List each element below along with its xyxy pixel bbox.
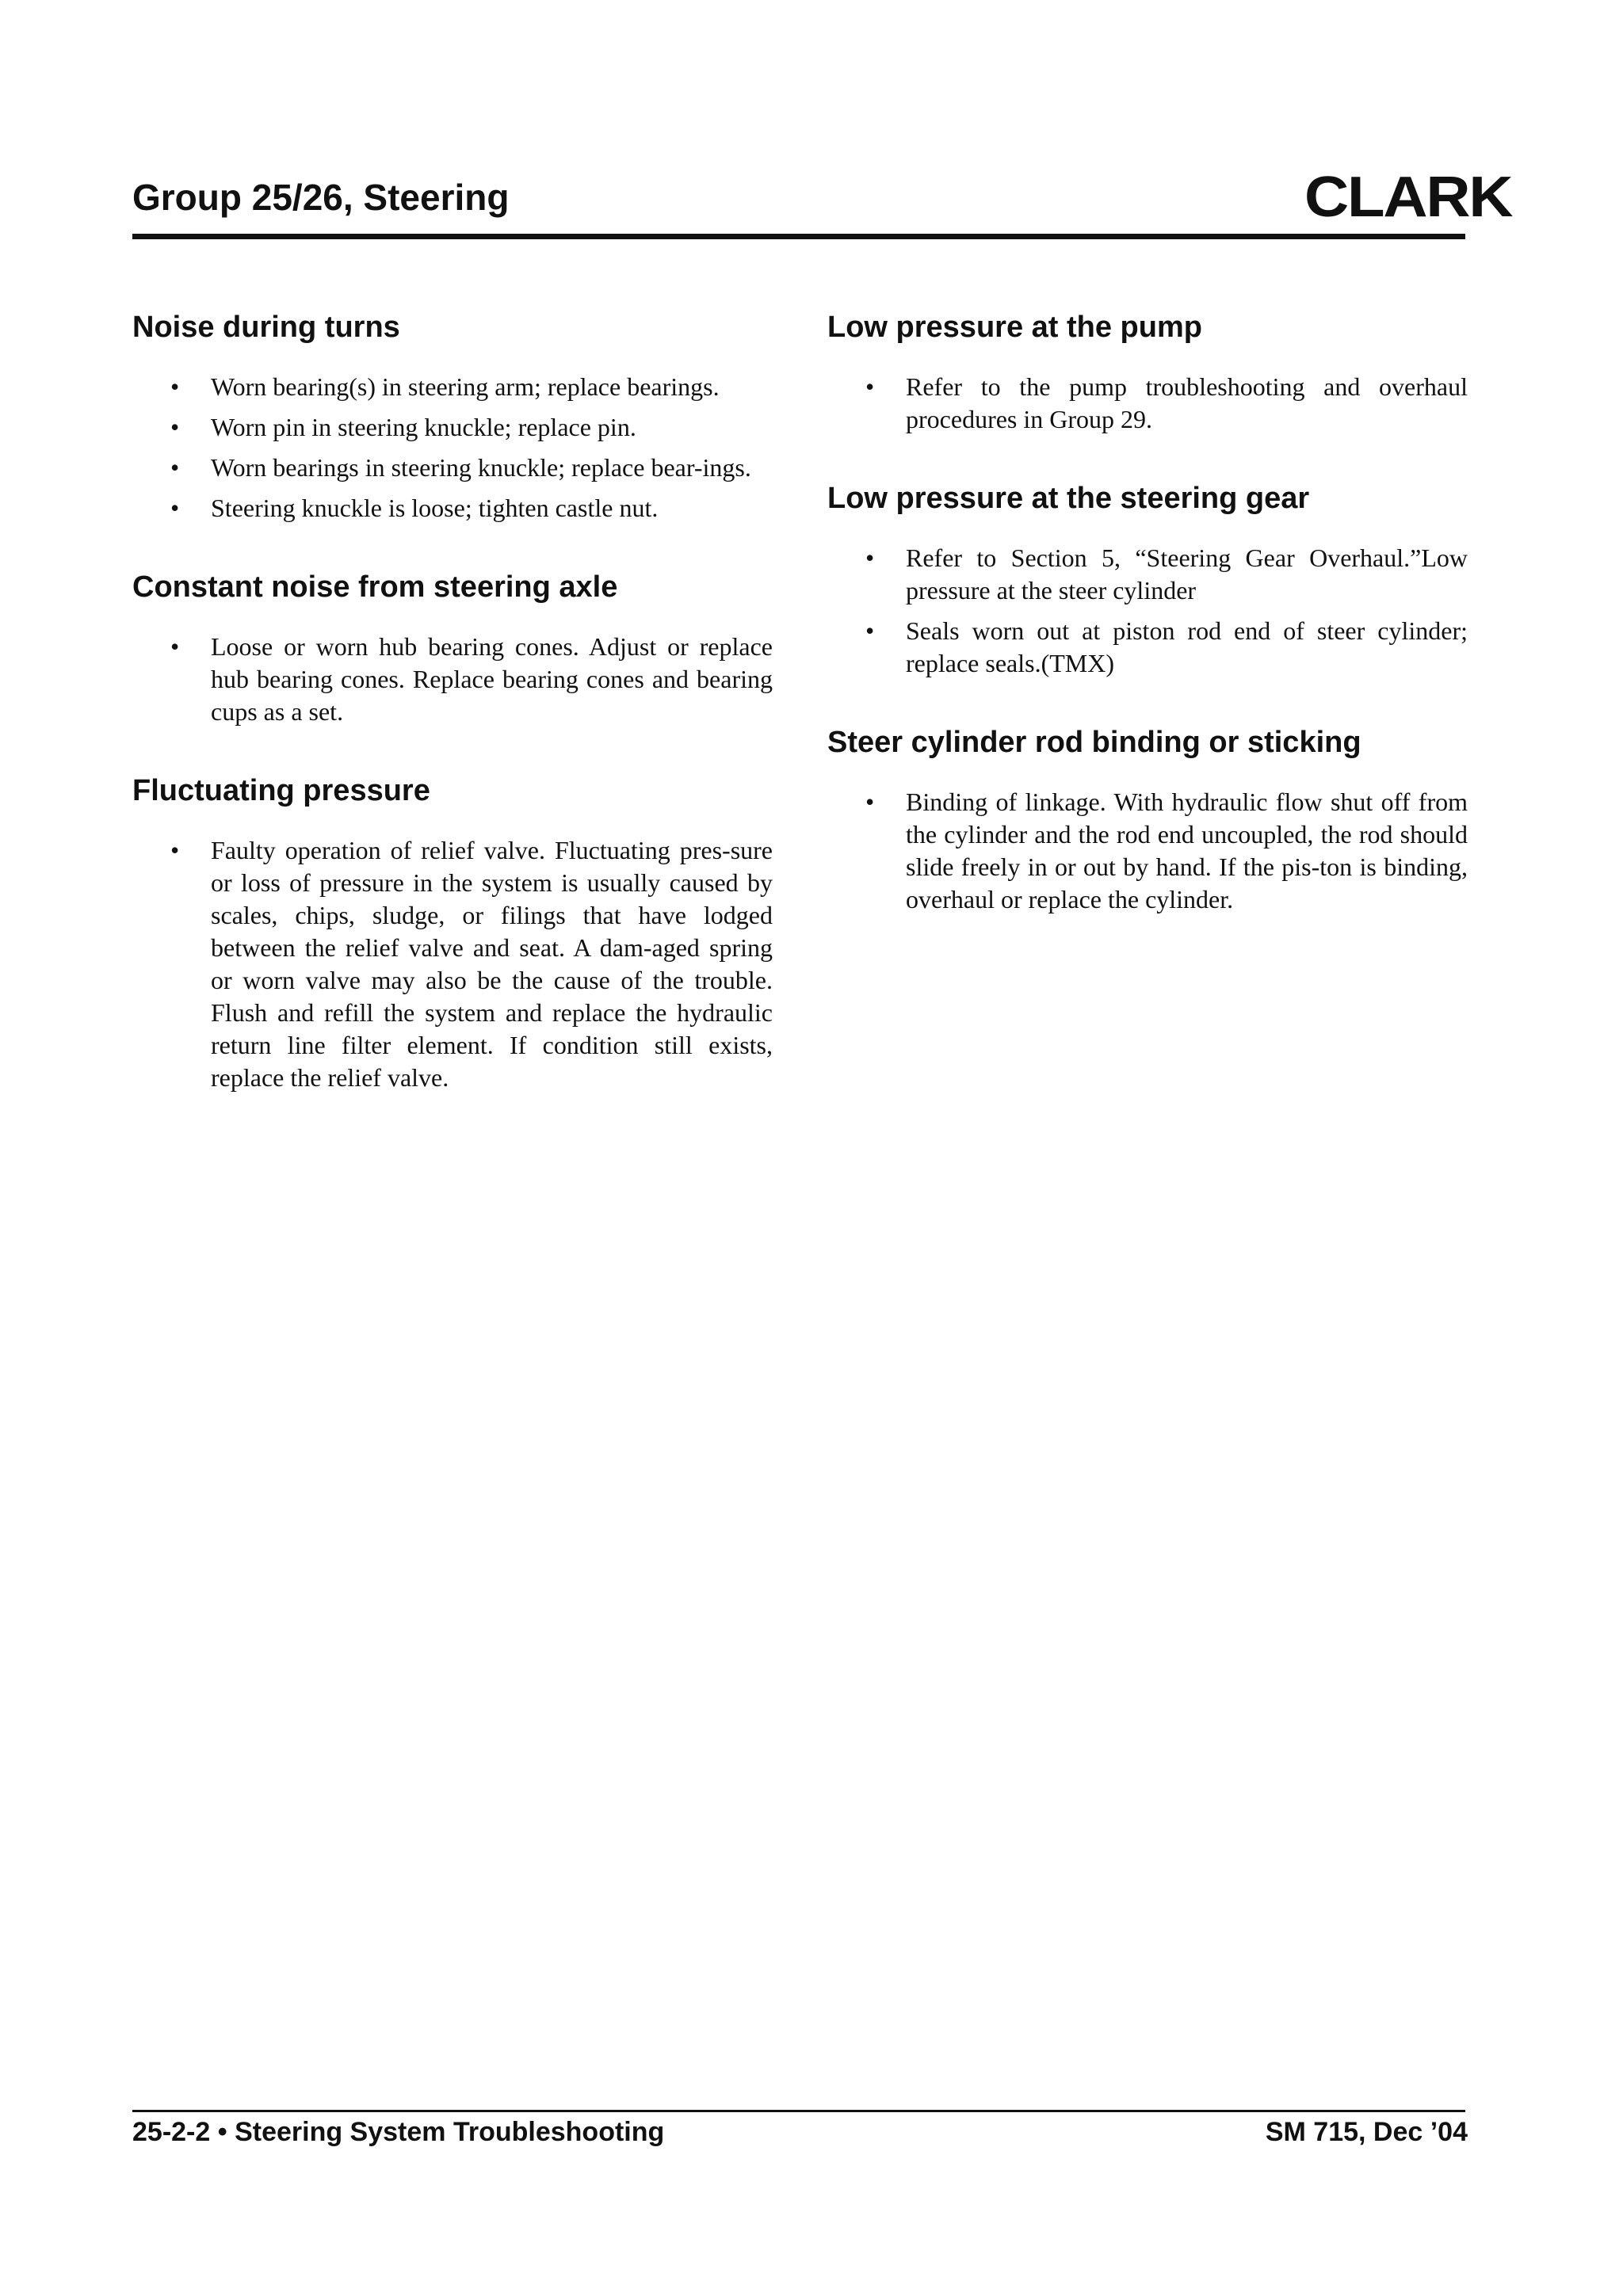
bullet: •	[170, 413, 180, 441]
list-item	[827, 542, 1468, 607]
section-low-pressure-steering-gear	[827, 480, 1468, 680]
section-steer-cylinder-binding	[827, 724, 1468, 916]
section-fluctuating-pressure	[132, 772, 773, 1094]
bullet-list	[827, 786, 1468, 916]
list-item	[132, 452, 773, 484]
section-heading: Noise during turns	[132, 311, 400, 344]
footer-rule	[132, 2110, 1465, 2112]
bullet: •	[170, 494, 180, 522]
header-rule	[132, 234, 1465, 239]
list-item-text: Binding of linkage. With hydraulic flow shut off from the cylinder and the rod end uncoupled, the rod should slide freely in or out by hand. If the pis-ton is binding, overhaul or replace the cylinder.	[906, 788, 1468, 913]
bullet: •	[865, 788, 875, 816]
section-constant-noise	[132, 569, 773, 728]
section-heading: Low pressure at the steering gear	[827, 482, 1310, 515]
page-title: Group 25/26, Steering	[132, 177, 510, 218]
list-item-text: Steering knuckle is loose; tighten castle nut.	[211, 494, 659, 522]
section-heading: Fluctuating pressure	[132, 774, 430, 807]
footer-manual-info: SM 715, Dec ’04	[1265, 2117, 1468, 2147]
clark-logo: CLARK	[1304, 166, 1512, 229]
bullet-list	[132, 371, 773, 524]
list-item-text: Worn pin in steering knuckle; replace pin.	[211, 413, 636, 441]
list-item	[827, 615, 1468, 680]
list-item	[132, 631, 773, 728]
bullet: •	[170, 632, 180, 661]
bullet: •	[170, 836, 180, 864]
bullet: •	[170, 372, 180, 401]
list-item-text: Loose or worn hub bearing cones. Adjust or replace hub bearing cones. Replace bearing cones and bearing cups as a set.	[211, 632, 773, 726]
list-item-text: Refer to the pump troubleshooting and overhaul procedures in Group 29.	[906, 372, 1468, 433]
bullet-list	[132, 631, 773, 728]
section-heading: Low pressure at the pump	[827, 311, 1202, 344]
right-column	[827, 309, 1468, 960]
bullet: •	[865, 543, 875, 572]
list-item	[827, 786, 1468, 916]
bullet-list	[827, 371, 1468, 436]
list-item-text: Refer to Section 5, “Steering Gear Overhaul.”Low pressure at the steer cylinder	[906, 543, 1468, 605]
section-heading: Constant noise from steering axle	[132, 570, 618, 604]
list-item	[827, 371, 1468, 436]
section-heading: Steer cylinder rod binding or sticking	[827, 726, 1361, 759]
list-item-text: Worn bearings in steering knuckle; replace bear-ings.	[211, 453, 751, 482]
bullet-list	[132, 834, 773, 1094]
list-item	[132, 492, 773, 524]
section-low-pressure-pump	[827, 309, 1468, 436]
section-noise-during-turns	[132, 309, 773, 524]
bullet: •	[865, 616, 875, 645]
bullet: •	[170, 453, 180, 482]
list-item-text: Seals worn out at piston rod end of steer cylinder; replace seals.(TMX)	[906, 616, 1468, 677]
list-item	[132, 834, 773, 1094]
list-item-text: Worn bearing(s) in steering arm; replace bearings.	[211, 372, 720, 401]
bullet: •	[865, 372, 875, 401]
left-column	[132, 309, 773, 1138]
bullet-list	[827, 542, 1468, 680]
list-item	[132, 371, 773, 403]
list-item-text: Faulty operation of relief valve. Fluctuating pres-sure or loss of pressure in the system is usually caused by scales, chips, sludge, or filings that have lodged between the relief valve and seat. A dam-aged spring or worn valve may also be the cause of the trouble. Flush and refill the system and replace the hydraulic return line filter element. If condition still exists, replace the relief valve.	[211, 836, 773, 1092]
footer-page-info: 25-2-2 • Steering System Troubleshooting	[132, 2117, 665, 2147]
list-item	[132, 411, 773, 444]
